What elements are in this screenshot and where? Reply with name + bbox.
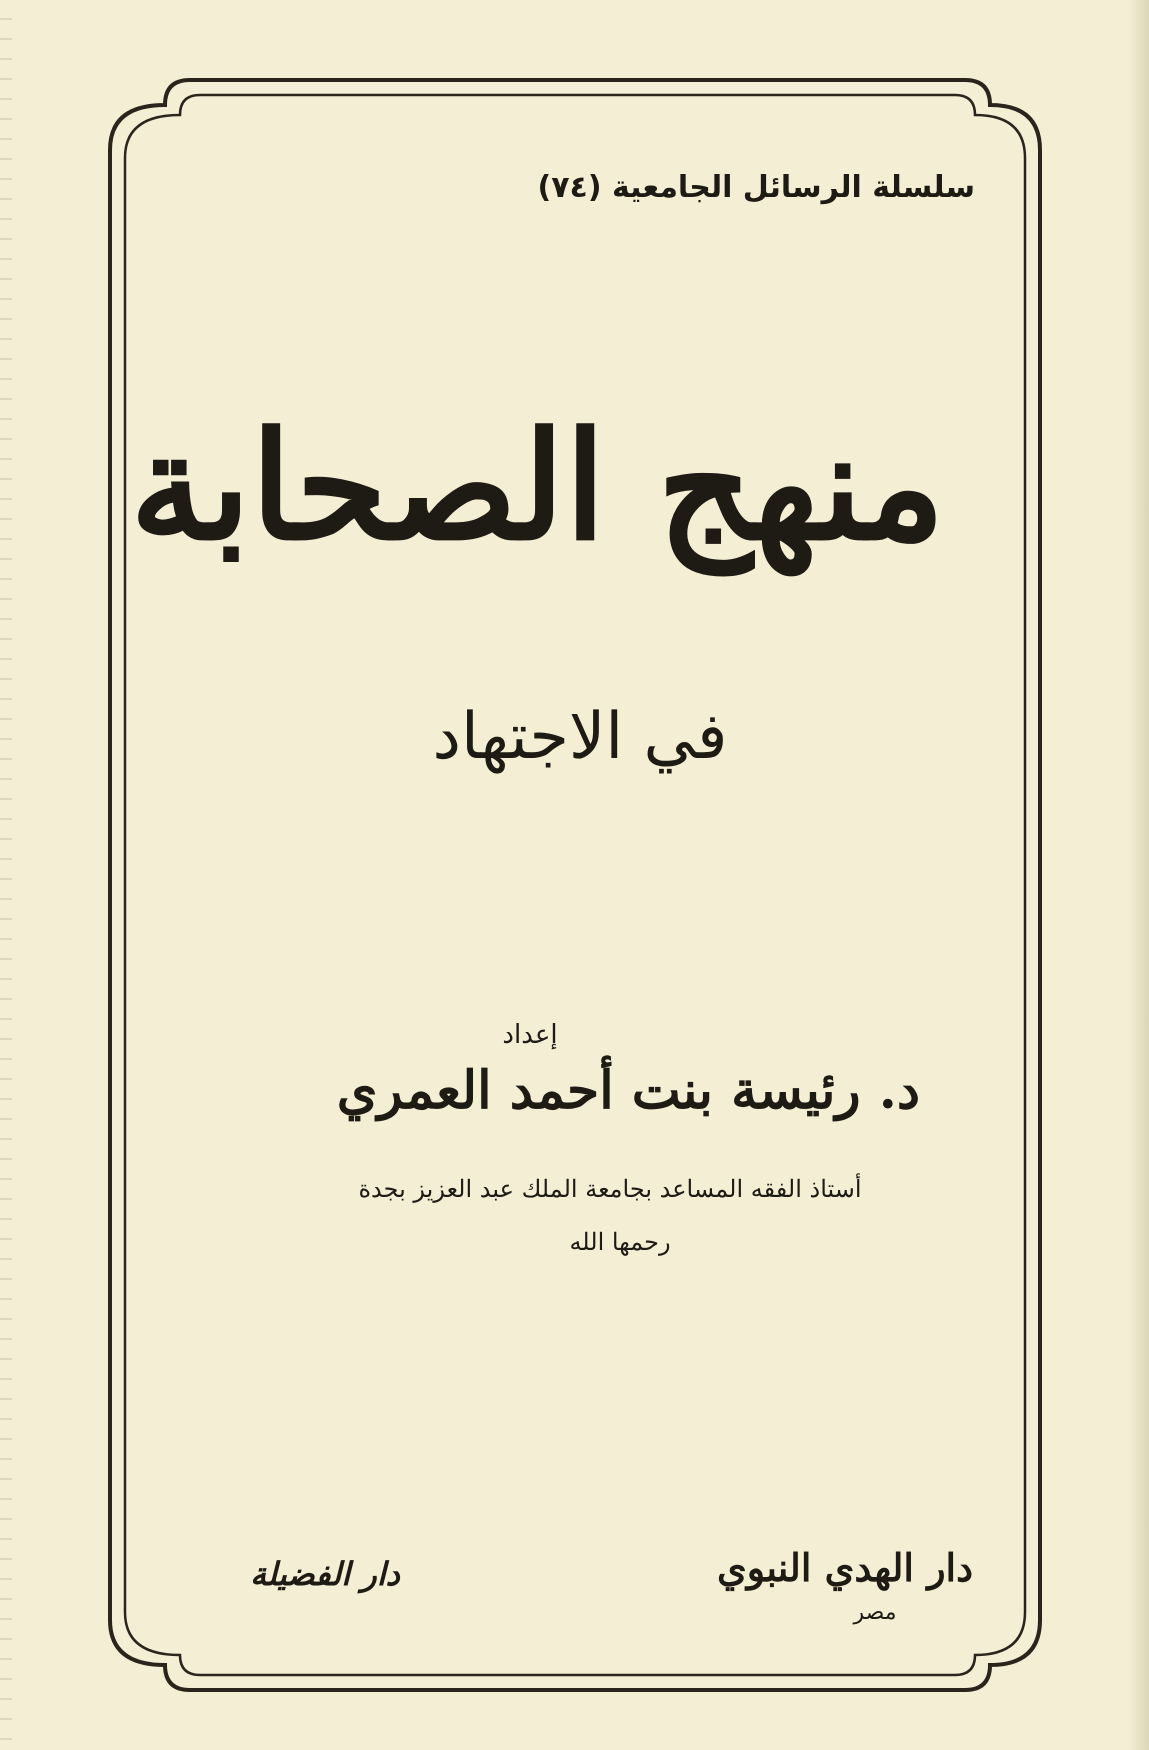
prepared-by-label: إعداد — [502, 1020, 558, 1050]
publisher-left-logo: دار الفضيلة — [250, 1555, 400, 1593]
author-name: د. رئيسة بنت أحمد العمري — [336, 1060, 920, 1121]
publisher-right-logo: دار الهدي النبوي — [716, 1545, 974, 1590]
mercy-phrase: رحمها الله — [569, 1228, 671, 1256]
author-affiliation: أستاذ الفقه المساعد بجامعة الملك عبد العزيز بجدة — [358, 1175, 862, 1203]
series-label: سلسلة الرسائل الجامعية (٧٤) — [537, 170, 975, 205]
publisher-right-city: مصر — [853, 1600, 897, 1625]
book-subtitle: في الاجتهاد — [432, 700, 728, 774]
book-title: منهج الصحابة — [130, 399, 945, 573]
